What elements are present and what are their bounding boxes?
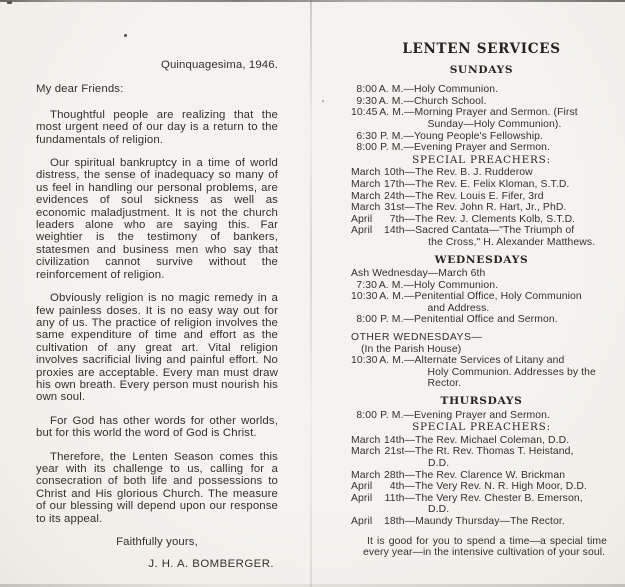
preacher-month: April (351, 225, 373, 237)
preacher-day: 18th— (384, 515, 416, 527)
preacher-day: 4th— (389, 481, 415, 493)
preacher-name: The Rev. E. Felix Kloman, S.T.D. (415, 178, 570, 190)
letter-paragraph: Obviously religion is no magic remedy in a few painless doses. It is no easy way out for any of us. The practice of religion involves the same expenditure of time and effort as the cultivation of any great art. Vital religion involves sacrificial living and painful effort. No proxies are acceptable. Every man must draw his own breath. Every person must nourish his own soul. (36, 292, 278, 404)
service-row (351, 355, 612, 390)
service-row (351, 84, 612, 96)
preacher-row (351, 435, 612, 447)
preacher-month: March (351, 167, 381, 179)
preacher-row (351, 470, 612, 482)
service-row (351, 107, 612, 130)
preacher-day: 21st— (384, 446, 415, 458)
preacher-row (351, 225, 612, 248)
preacher-name: Sacred Cantata—"The Triumph of the Cross," H. Alexander Matthews. (415, 225, 596, 248)
letter-paragraph: For God has other words for other worlds, but for this world the word of God is Christ. (36, 414, 278, 440)
service-meridiem: P. M.— (380, 130, 414, 142)
scan-edge-top (0, 0, 625, 2)
preacher-day: 14th— (384, 434, 416, 446)
preacher-row (351, 214, 612, 226)
service-time: 8:00 (356, 142, 377, 154)
service-time: 6:30 (356, 130, 377, 142)
preacher-name: The Rev. B. J. Rudderow (415, 167, 533, 179)
preacher-day: 28th— (384, 469, 416, 481)
preacher-day: 10th— (384, 167, 416, 179)
valediction: Faithfully yours, (116, 536, 198, 548)
preacher-day: 17th— (384, 178, 416, 190)
ash-wednesday-line: Ash Wednesday—March 6th (351, 268, 486, 280)
page-fold (310, 0, 312, 587)
service-meridiem: A. M.— (379, 107, 415, 119)
service-description: Alternate Services of Litany and Holy Communion. Addresses by the Rector. (414, 355, 596, 390)
service-description: Penitential Office, Holy Communion and Address. (414, 291, 582, 314)
preacher-month: April (351, 213, 373, 225)
service-meridiem: P. M.— (380, 314, 414, 326)
preacher-month: March (351, 469, 381, 481)
service-description: Holy Communion. (414, 279, 499, 291)
preacher-row (351, 167, 612, 179)
service-description: Evening Prayer and Sermon. (414, 142, 551, 154)
service-meridiem: A. M.— (379, 355, 415, 367)
closing-note: It is good for you to spend a time—a special time every year—in the intensive cultivation of your soul. (363, 535, 607, 559)
services-page (351, 41, 612, 559)
service-description: Evening Prayer and Sermon. (414, 409, 551, 421)
preacher-month: April (351, 492, 373, 504)
preacher-month: March (351, 202, 381, 214)
preacher-row (351, 446, 612, 469)
salutation: My dear Friends: (36, 83, 124, 96)
service-time: 8:00 (356, 409, 377, 421)
preacher-row (351, 516, 612, 528)
preacher-month: March (351, 190, 381, 202)
service-row (351, 142, 612, 154)
preacher-name: The Rev. J. Clements Kolb, S.T.D. (415, 213, 576, 225)
preacher-day: 14th— (384, 225, 416, 237)
preacher-row (351, 202, 612, 214)
service-time: 10:30 (351, 291, 378, 303)
signature: J. H. A. BOMBERGER. (148, 558, 274, 571)
thursdays-heading: THURSDAYS (440, 395, 523, 408)
preacher-month: April (351, 515, 373, 527)
letter-paragraph: Therefore, the Lenten Season comes this year with its challenge to us, calling for a consecration of both life and possessions to Christ and His glorious Church. The measure of our blessing will depend upon our response to its appeal. (36, 450, 278, 525)
letter-paragraph: Our spiritual bankruptcy in a time of world distress, the sense of inadequacy so many of us feel in handling our personal problems, are evidences of soul sickness as well as economic maladjustment. It is not the church leaders alone who are saying this. Far weightier is the testimony of bankers, statesmen and business men who say that civilization cannot survive without the reinforcement of religion. (36, 157, 278, 281)
preacher-name: The Rt. Rev. Thomas T. Heistand, D.D. (415, 446, 574, 469)
service-meridiem: A. M.— (378, 95, 414, 107)
service-description: Holy Communion. (414, 84, 499, 96)
parish-house-note: (In the Parish House) (361, 343, 462, 355)
paper-speck (7, 1, 12, 4)
service-description: Young People's Fellowship. (414, 130, 543, 142)
services-title: LENTEN SERVICES (402, 41, 561, 57)
service-meridiem: A. M.— (378, 84, 414, 96)
preacher-name: The Very Rev. N. R. High Moor, D.D. (415, 481, 587, 493)
preacher-day: 24th— (384, 190, 416, 202)
service-meridiem: P. M.— (380, 409, 414, 421)
other-wednesdays-heading: OTHER WEDNESDAYS— (351, 332, 483, 344)
sundays-heading: SUNDAYS (449, 63, 514, 76)
paper-speck (322, 100, 324, 102)
service-meridiem: A. M.— (378, 279, 414, 291)
service-time: 9:30 (356, 95, 377, 107)
preacher-day: 11th— (384, 492, 415, 504)
preacher-row (351, 481, 612, 493)
service-description: Penitential Office and Sermon. (414, 314, 558, 326)
service-row (351, 131, 612, 143)
preacher-row (351, 191, 612, 203)
preacher-name: The Rev. Michael Coleman, D.D. (415, 434, 570, 446)
preacher-name: The Rev. Louis E. Fifer, 3rd (415, 190, 544, 202)
service-time: 8:00 (356, 84, 377, 96)
service-row (351, 314, 612, 326)
preacher-month: March (351, 446, 381, 458)
wednesdays-heading: WEDNESDAYS (434, 253, 529, 266)
service-row (351, 280, 612, 292)
service-description: Church School. (414, 95, 487, 107)
special-preachers-heading: SPECIAL PREACHERS: (412, 421, 551, 434)
dateline: Quinquagesima, 1946. (160, 59, 278, 71)
preacher-month: March (351, 178, 381, 190)
preacher-name: The Rev. John R. Hart, Jr., PhD. (415, 202, 567, 214)
paper-speck (124, 34, 127, 37)
service-meridiem: P. M.— (380, 142, 414, 154)
preacher-month: April (351, 481, 373, 493)
special-preachers-heading: SPECIAL PREACHERS: (412, 153, 551, 166)
service-row (351, 96, 612, 108)
service-time: 8:00 (356, 314, 377, 326)
service-time: 10:30 (351, 355, 378, 367)
preacher-row (351, 179, 612, 191)
service-time: 10:45 (351, 107, 378, 119)
preacher-name: The Very Rev. Chester B. Emerson, D.D. (415, 492, 583, 516)
letter-page (36, 59, 278, 571)
preacher-row (351, 493, 612, 516)
preacher-day: 7th— (389, 213, 415, 225)
preacher-day: 31st— (384, 202, 415, 214)
service-row (351, 291, 612, 314)
service-meridiem: A. M.— (379, 291, 415, 303)
preacher-name: Maundy Thursday—The Rector. (415, 515, 565, 527)
preacher-name: The Rev. Clarence W. Brickman (415, 469, 566, 481)
service-row (351, 410, 612, 422)
service-description: Morning Prayer and Sermon. (First Sunday—Holy Communion). (414, 107, 578, 130)
preacher-month: March (351, 434, 381, 446)
service-time: 7:30 (356, 279, 377, 291)
letter-paragraph: Thoughtful people are realizing that the most urgent need of our day is a return to the fundamentals of religion. (36, 108, 278, 146)
